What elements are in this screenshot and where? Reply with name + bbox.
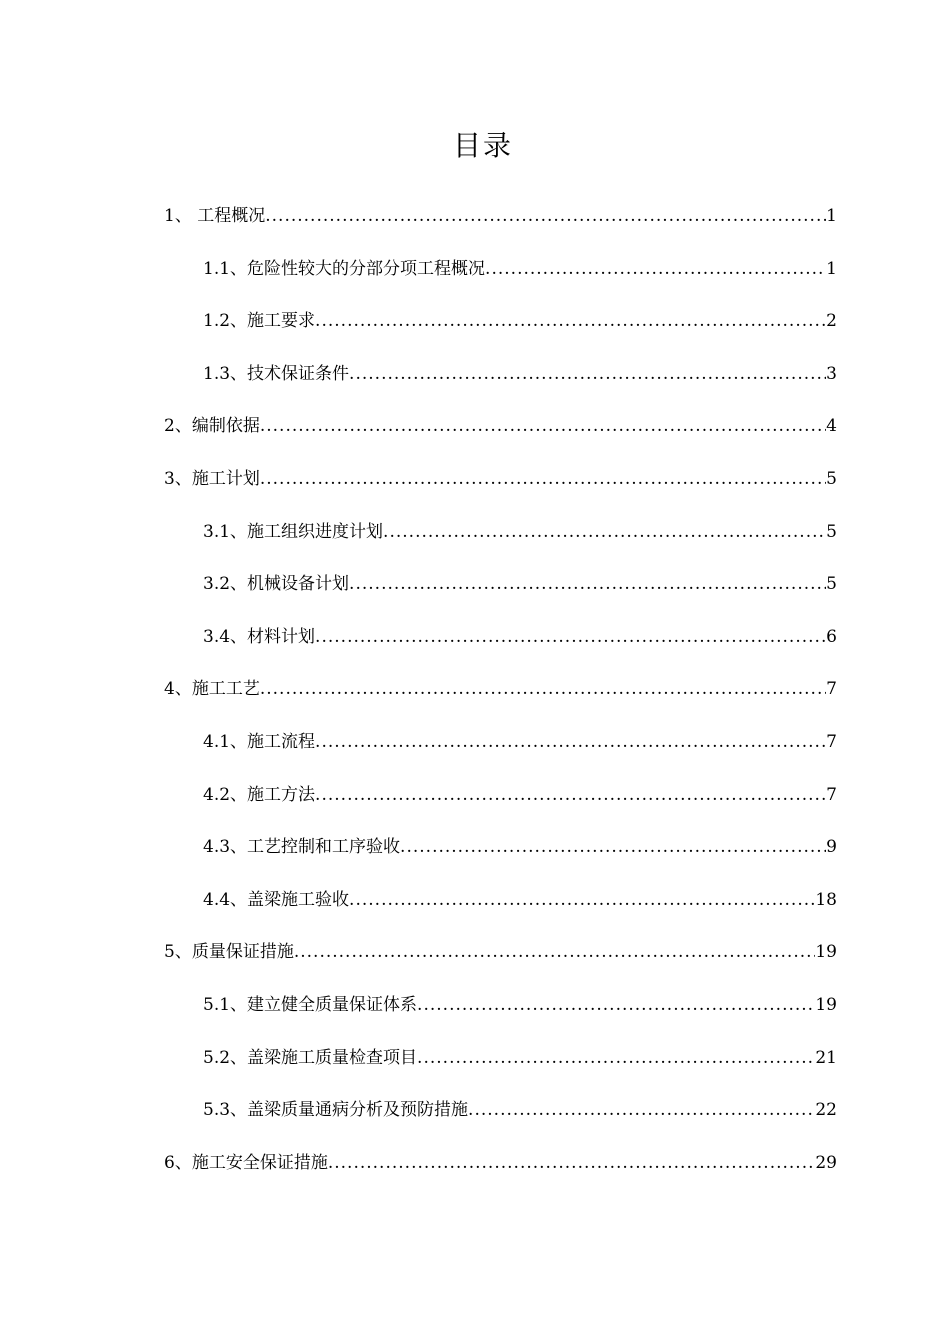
- toc-leader-dots: [260, 453, 826, 506]
- toc-entry[interactable]: [164, 453, 837, 506]
- toc-entry[interactable]: [164, 190, 837, 243]
- toc-entry[interactable]: [164, 1137, 837, 1190]
- toc-entry[interactable]: [164, 295, 837, 348]
- toc-leader-dots: [349, 558, 826, 611]
- toc-entry[interactable]: [164, 558, 837, 611]
- toc-entry-label: 2、编制依据: [164, 416, 260, 437]
- toc-page-number: 9: [826, 837, 837, 858]
- toc-leader-dots: [468, 1084, 815, 1137]
- toc-page-number: 5: [826, 468, 837, 489]
- toc-entry[interactable]: [164, 611, 837, 664]
- toc-entry[interactable]: [164, 243, 837, 296]
- toc-entry-label: 1.3、技术保证条件: [203, 363, 350, 384]
- toc-page-number: 5: [826, 521, 837, 542]
- toc-entry[interactable]: [164, 874, 837, 927]
- toc-leader-dots: [383, 506, 826, 559]
- toc-entry-label: 5、质量保证措施: [164, 942, 294, 963]
- toc-entry[interactable]: [164, 821, 837, 874]
- toc-entry[interactable]: [164, 769, 837, 822]
- toc-entry[interactable]: [164, 1084, 837, 1137]
- toc-entry[interactable]: [164, 1032, 837, 1085]
- toc-leader-dots: [417, 1032, 815, 1085]
- toc-page-number: 4: [826, 416, 837, 437]
- toc-entry-label: 3、施工计划: [164, 468, 260, 489]
- toc-entry-label: 5.3、盖梁质量通病分析及预防措施: [203, 1100, 469, 1121]
- toc-entry-label: 3.2、机械设备计划: [203, 574, 350, 595]
- toc-page-number: 1: [826, 206, 837, 226]
- toc-page-number: 1: [826, 258, 837, 279]
- toc-page-number: 6: [826, 626, 837, 647]
- toc-title: 目录: [452, 129, 513, 162]
- toc-entry[interactable]: [164, 979, 837, 1032]
- toc-entry-label: 5.1、建立健全质量保证体系: [203, 994, 418, 1015]
- toc-page-number: 22: [815, 1100, 837, 1121]
- toc-entry-label: 3.1、施工组织进度计划: [203, 521, 384, 542]
- toc-page-number: 2: [826, 311, 837, 332]
- toc-leader-dots: [265, 190, 826, 243]
- toc-entry-label: 4、施工工艺: [164, 679, 260, 700]
- toc-leader-dots: [400, 821, 826, 874]
- toc-leader-dots: [315, 716, 826, 769]
- toc-leader-dots: [294, 926, 816, 979]
- toc-entry-label: 5.2、盖梁施工质量检查项目: [203, 1047, 418, 1068]
- toc-entry[interactable]: [164, 348, 837, 401]
- toc-page-number: 7: [826, 679, 837, 700]
- toc-page-number: 18: [815, 889, 837, 910]
- toc-entry-label: 1、 工程概况: [164, 206, 266, 226]
- toc-leader-dots: [315, 611, 826, 664]
- toc-leader-dots: [349, 348, 826, 401]
- toc-entry-label: 4.2、施工方法: [203, 784, 316, 805]
- toc-entry[interactable]: [164, 663, 837, 716]
- toc-entry-label: 3.4、材料计划: [203, 626, 316, 647]
- toc-page-number: 7: [826, 784, 837, 805]
- toc-entry[interactable]: [164, 716, 837, 769]
- toc-leader-dots: [349, 874, 815, 927]
- toc-page-number: 7: [826, 731, 837, 752]
- toc-entry[interactable]: [164, 926, 837, 979]
- toc-entry[interactable]: [164, 506, 837, 559]
- toc-entry-label: 4.4、盖梁施工验收: [203, 889, 350, 910]
- toc-leader-dots: [485, 243, 826, 296]
- toc-entry-label: 1.1、危险性较大的分部分项工程概况: [203, 258, 486, 279]
- toc-page-number: 21: [815, 1047, 837, 1068]
- toc-page-number: 19: [815, 994, 837, 1015]
- toc-page-number: 3: [826, 363, 837, 384]
- toc-leader-dots: [315, 295, 826, 348]
- toc-leader-dots: [315, 769, 826, 822]
- toc-leader-dots: [260, 663, 826, 716]
- toc-leader-dots: [328, 1137, 816, 1190]
- toc-page-number: 5: [826, 574, 837, 595]
- toc-leader-dots: [260, 400, 826, 453]
- toc-entry-label: 1.2、施工要求: [203, 311, 316, 332]
- toc-leader-dots: [417, 979, 815, 1032]
- toc-page-number: 29: [815, 1152, 837, 1173]
- toc-page-number: 19: [815, 942, 837, 963]
- toc-entry-label: 4.1、施工流程: [203, 731, 316, 752]
- toc-entry-label: 6、施工安全保证措施: [164, 1152, 328, 1173]
- toc-list: [164, 190, 837, 1189]
- toc-entry[interactable]: [164, 400, 837, 453]
- toc-entry-label: 4.3、工艺控制和工序验收: [203, 837, 401, 858]
